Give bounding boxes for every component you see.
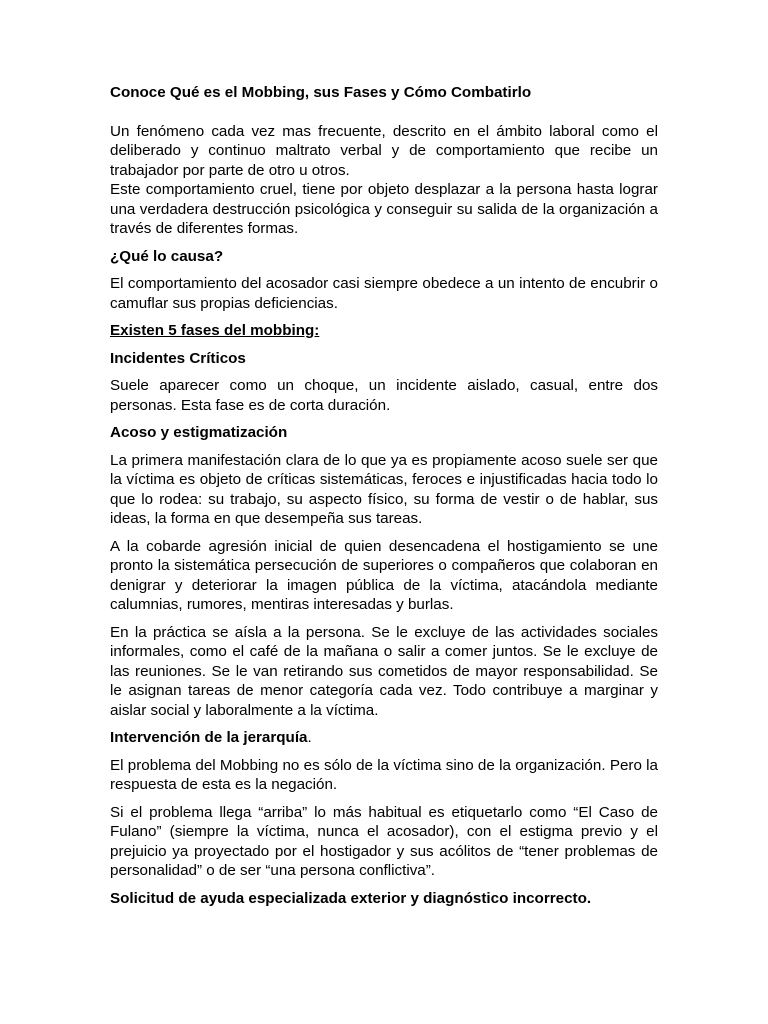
harassment-paragraph-1: La primera manifestación clara de lo que ya es propiamente acoso suele ser que la víctima es objeto de críticas sistemáticas, feroces e injustificadas hacia todo lo que lo rodea: su trabajo, su aspecto físico, su forma de vestir o de hablar, sus ideas, la forma en que desempeña sus tareas. (110, 451, 658, 527)
cause-paragraph: El comportamiento del acosador casi siempre obedece a un intento de encubrir o camuflar sus propias deficiencias. (110, 275, 658, 312)
harassment-paragraph-2: A la cobarde agresión inicial de quien desencadena el hostigamiento se une pronto la sistemática persecución de superiores o compañeros que colaboran en denigrar y deteriorar la imagen pública de la víctima, atacándola mediante calumnias, rumores, mentiras interesadas y burlas. (110, 537, 658, 613)
heading-hierarchy-line (110, 728, 658, 748)
intro-paragraph-1: Un fenómeno cada vez mas frecuente, descrito en el ámbito laboral como el deliberado y continuo maltrato verbal y de comportamiento que recibe un trabajador por parte de otro u otros. (110, 122, 658, 179)
heading-critical-incidents: Incidentes Críticos (110, 349, 246, 367)
heading-hierarchy: Intervención de la jerarquía (110, 729, 308, 746)
intro-paragraph-2: Este comportamiento cruel, tiene por objeto desplazar a la persona hasta lograr una verdadera destrucción psicológica y conseguir su salida de la organización a través de diferentes formas. (110, 181, 658, 237)
document-page (110, 83, 658, 916)
harassment-paragraph-3: En la práctica se aísla a la persona. Se le excluye de las actividades sociales informales, como el café de la mañana o salir a comer juntos. Se le excluye de las reuniones. Se le van retirando sus cometidos de mayor responsabilidad. Se le asignan tareas de menor categoría cada vez. Todo contribuye a marginar y aislar social y laboralmente a la víctima. (110, 623, 658, 719)
heading-hierarchy-period: . (307, 729, 312, 746)
heading-specialized-help: Solicitud de ayuda especializada exterior y diagnóstico incorrecto. (110, 889, 592, 907)
hierarchy-paragraph-1: El problema del Mobbing no es sólo de la víctima sino de la organización. Pero la respuesta de esta es la negación. (110, 756, 658, 793)
heading-phases: Existen 5 fases del mobbing: (110, 322, 320, 339)
heading-cause: ¿Qué lo causa? (110, 247, 224, 265)
critical-incidents-paragraph: Suele aparecer como un choque, un incidente aislado, casual, entre dos personas. Esta fase es de corta duración. (110, 377, 658, 414)
document-title: Conoce Qué es el Mobbing, sus Fases y Cómo Combatirlo (110, 84, 532, 101)
heading-harassment: Acoso y estigmatización (110, 424, 288, 441)
hierarchy-paragraph-2: Si el problema llega “arriba” lo más habitual es etiquetarlo como “El Caso de Fulano” (siempre la víctima, nunca el acosador), con el estigma previo y el prejuicio ya proyectado por el hostigador y sus acólitos de “tener problemas de personalidad” o de ser “una persona conflictiva”. (110, 803, 658, 879)
